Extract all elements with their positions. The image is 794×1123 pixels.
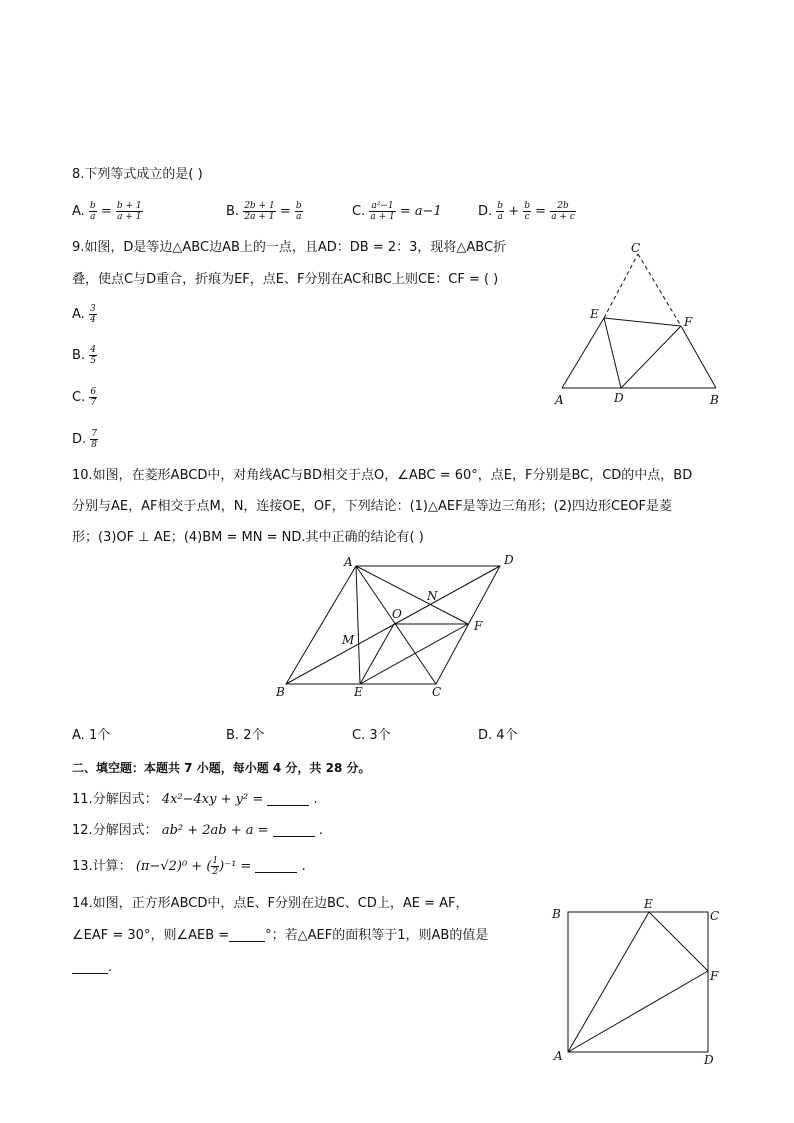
segment-bf	[681, 326, 716, 388]
dashed-ec	[604, 254, 638, 318]
q14-text-b: °；若△AEF的面积等于1，则AB的值是	[265, 928, 489, 943]
q14-stem-line-1: 14.如图，正方形ABCD中，点E、F分别在边BC、CD上，AE = AF，	[72, 896, 469, 911]
q10-option-d[interactable]	[478, 724, 518, 748]
label-n: N	[427, 589, 438, 603]
q13-suffix: .	[301, 859, 306, 874]
option-label: B.	[226, 728, 240, 743]
option-label: D.	[478, 728, 493, 743]
label-f: F	[684, 315, 693, 329]
q12-answer-blank[interactable]	[273, 822, 315, 837]
q9-figure	[550, 236, 730, 412]
fraction: $\frac{2b + 1}{2a + 1}$	[244, 201, 275, 222]
option-label: B.	[72, 348, 86, 363]
q9-option-c[interactable]	[72, 386, 97, 410]
q14-answer-blank-2[interactable]	[72, 959, 108, 974]
label-b: B	[276, 685, 285, 699]
label-d: D	[704, 1053, 714, 1067]
q9-option-d[interactable]	[72, 428, 98, 452]
q8-option-c[interactable]	[352, 200, 442, 224]
equation-tail: = a−1	[399, 204, 442, 219]
q14-text-a: ∠EAF = 30°，则∠AEB =	[72, 928, 230, 943]
q9-option-a[interactable]	[72, 303, 97, 327]
option-label: B.	[226, 204, 240, 219]
q14-suffix: .	[108, 960, 113, 975]
q10-figure	[272, 548, 532, 702]
option-label: D.	[72, 432, 87, 447]
label-e: E	[644, 897, 653, 911]
fraction: $\frac{1}{2}$	[212, 856, 219, 877]
q11-prefix: 11.分解因式：	[72, 792, 158, 807]
label-c: C	[710, 909, 720, 923]
q9-option-b[interactable]	[72, 344, 97, 368]
option-text: 1个	[88, 728, 111, 743]
segment-af	[356, 566, 468, 624]
q10-stem-line-1: 10.如图，在菱形ABCD中，对角线AC与BD相交于点O，∠ABC = 60°，点E，F分别是BC，CD的中点，BD	[72, 468, 693, 483]
label-d: D	[614, 391, 624, 405]
option-label: C.	[352, 204, 366, 219]
q8-option-a[interactable]	[72, 200, 143, 224]
fraction: $\frac{b + 1}{a + 1}$	[116, 201, 142, 222]
q10-stem-line-2: 分别与AE，AF相交于点M，N，连接OE，OF，下列结论：(1)△AEF是等边三角形；(2)四边形CEOF是菱	[72, 499, 672, 514]
label-f: F	[710, 969, 719, 983]
q11-expression: 4x²−4xy + y² =	[161, 792, 264, 807]
q12-suffix: .	[318, 823, 323, 838]
section-2-title: 二、填空题：本题共 7 小题，每小题 4 分，共 28 分。	[72, 761, 371, 775]
q14-stem-line-3	[72, 958, 112, 978]
q8-option-b[interactable]	[226, 200, 303, 224]
q8-stem: 8.下列等式成立的是( )	[72, 167, 203, 182]
option-text: 2个	[243, 728, 265, 743]
label-c: C	[631, 241, 641, 255]
q12	[72, 821, 323, 841]
fraction: $\frac{b}{a}$	[295, 201, 302, 222]
option-text: 4个	[496, 728, 518, 743]
segment-ae	[562, 318, 604, 388]
segment-ae	[356, 566, 360, 684]
segment-ef	[649, 912, 708, 971]
segment-ef	[604, 318, 681, 326]
diagonal-ac	[356, 566, 436, 684]
q13-expression-b: )⁻¹ =	[219, 859, 252, 874]
label-e: E	[354, 685, 363, 699]
q14-stem-line-2	[72, 926, 488, 946]
segment-ed	[604, 318, 621, 388]
label-b: B	[552, 907, 561, 921]
label-o: O	[392, 607, 402, 621]
plus-sign: +	[508, 204, 520, 219]
q9-stem-line-1: 9.如图，D是等边△ABC边AB上的一点，且AD：DB = 2：3，现将△ABC折	[72, 240, 507, 255]
fraction: $\frac{6}{7}$	[90, 387, 97, 408]
segment-fd	[621, 326, 681, 388]
q10-option-c[interactable]	[352, 724, 391, 748]
q14-figure	[546, 894, 726, 1070]
label-a: A	[554, 1049, 563, 1063]
dashed-cf	[638, 254, 681, 326]
option-label: D.	[478, 204, 493, 219]
segment-ae	[568, 912, 649, 1052]
fraction: $\frac{3}{4}$	[89, 304, 96, 325]
q11-answer-blank[interactable]	[267, 791, 309, 806]
label-c: C	[432, 685, 442, 699]
equals-sign: =	[279, 204, 291, 219]
q13-answer-blank[interactable]	[255, 858, 297, 873]
label-m: M	[342, 633, 355, 647]
equals-sign: =	[100, 204, 112, 219]
option-label: C.	[352, 728, 366, 743]
q10-option-b[interactable]	[226, 724, 264, 748]
segment-af	[568, 971, 708, 1052]
fraction: $\frac{b}{a}$	[89, 201, 96, 222]
option-label: A.	[72, 307, 85, 322]
q14-answer-blank-1[interactable]	[229, 927, 265, 942]
equals-sign: =	[535, 204, 547, 219]
fraction: $\frac{7}{8}$	[91, 429, 98, 450]
label-f: F	[474, 619, 483, 633]
option-text: 3个	[369, 728, 391, 743]
q10-option-a[interactable]	[72, 724, 110, 748]
q12-expression: ab² + 2ab + a =	[161, 823, 269, 838]
option-label: C.	[72, 390, 86, 405]
option-label: A.	[72, 728, 85, 743]
q12-prefix: 12.分解因式：	[72, 823, 158, 838]
q10-stem-line-3: 形；(3)OF ⊥ AE；(4)BM = MN = ND.其中正确的结论有( )	[72, 530, 424, 545]
fraction: $\frac{2b}{a + c}$	[551, 201, 575, 222]
fraction: $\frac{4}{5}$	[90, 345, 96, 366]
label-a: A	[555, 393, 564, 407]
q11-suffix: .	[313, 792, 318, 807]
fraction: $\frac{b}{a}$	[497, 201, 504, 222]
square-abcd	[568, 912, 708, 1052]
q13	[72, 856, 306, 877]
q11	[72, 790, 318, 810]
label-b: B	[710, 393, 719, 407]
fraction: $\frac{b}{c}$	[524, 201, 531, 222]
q13-prefix: 13.计算：	[72, 859, 132, 874]
q8-option-d[interactable]	[478, 200, 576, 224]
label-a: A	[344, 555, 353, 569]
option-label: A.	[72, 204, 85, 219]
q9-stem-line-2: 叠，使点C与D重合，折痕为EF，点E、F分别在AC和BC上则CE：CF = ( )	[72, 272, 499, 287]
label-e: E	[590, 307, 599, 321]
fraction: $\frac{\text{a²−1}}{a + 1}$	[370, 201, 395, 222]
q13-expression-a: (π−√2)⁰ + (	[135, 859, 212, 874]
label-d: D	[504, 553, 514, 567]
